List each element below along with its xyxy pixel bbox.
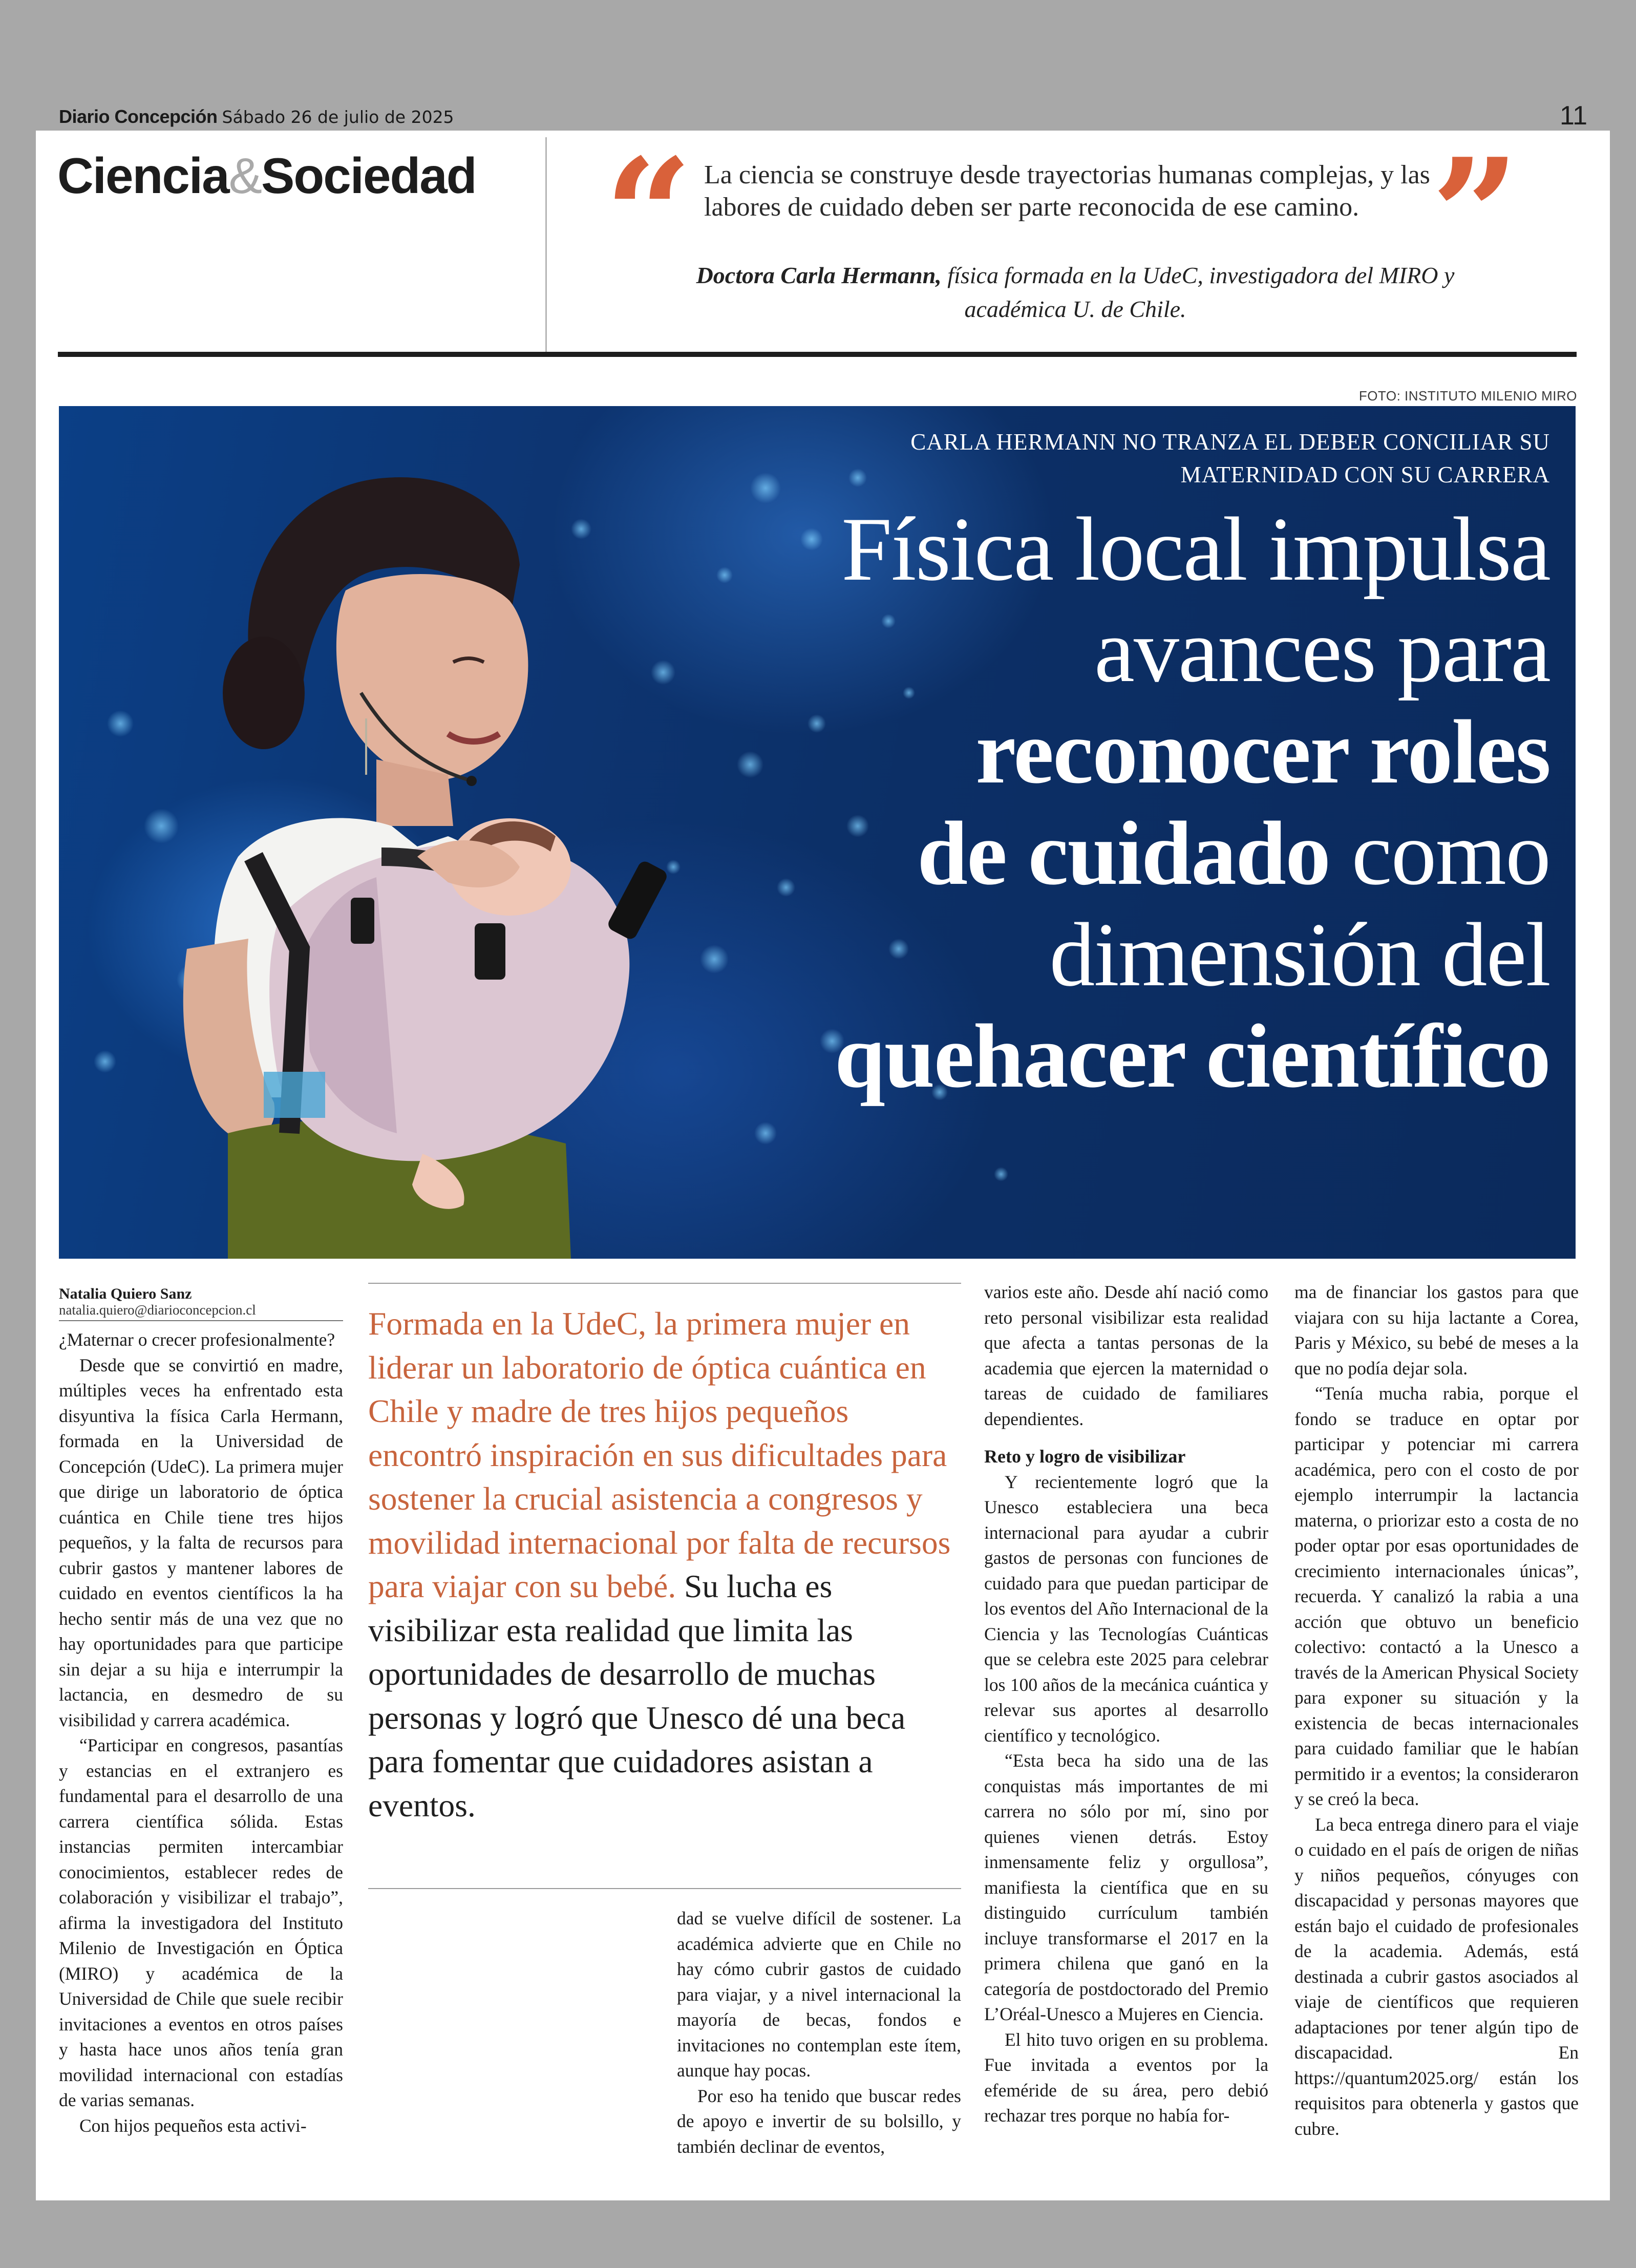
section-ampersand: & bbox=[228, 147, 261, 204]
section-title bbox=[57, 147, 476, 204]
open-quote-mark: “ bbox=[604, 124, 693, 305]
headline bbox=[628, 498, 1550, 1107]
hero-photo bbox=[59, 406, 1576, 1259]
lede-rule-bottom bbox=[368, 1888, 961, 1889]
article-paragraph: La beca entrega dinero para el viaje o cuidado en el país de origen de niñas y niños pequeños, cónyuges con discapacidad y personas mayores que están bajo el cuidado de profesionales de la academia. Además, está destinada a cubrir gastos asociados al viaje de científicos que requieren adaptaciones por tener algún tipo de discapacidad. En https://quantum2025.org/ están los requisitos para obtenerla y gastos que cubre. bbox=[1294, 1814, 1579, 2139]
headline-line-1: Física local impulsa bbox=[841, 498, 1550, 600]
article-column-5 bbox=[1294, 1280, 1579, 2142]
article-paragraph: Con hijos pequeños esta activi- bbox=[79, 2115, 307, 2136]
headline-line-5: dimensión del bbox=[1049, 904, 1550, 1005]
article-paragraph: ¿Maternar o crecer profesionalmente? bbox=[59, 1329, 335, 1350]
article-column-3 bbox=[677, 1906, 961, 2159]
lede-paragraph bbox=[368, 1302, 967, 1827]
lede-accent-text: Formada en la UdeC, la primera mujer en liderar un laboratorio de óptica cuántica en Chile y madre de tres hijos pequeños encontró inspiración en sus dificultades para sostener la crucial asistencia a congresos y movilidad internacional por falta de recursos para viajar con su bebé. bbox=[368, 1305, 951, 1604]
headline-line-2: avances para bbox=[1094, 600, 1550, 701]
headline-line-4 bbox=[628, 802, 1550, 904]
lede-text: Su lucha es visibilizar esta realidad que limita las oportunidades de desarrollo de muchas personas y logró que Unesco dé una beca para fomentar que cuidadores asistan a eventos. bbox=[368, 1568, 906, 1824]
article-paragraph: varios este año. Desde ahí nació como reto personal visibilizar esta realidad que afecta a tantas personas de la academia que ejercen la maternidad o tareas de cuidado de familiares dependientes. bbox=[984, 1282, 1268, 1429]
article-column-1 bbox=[59, 1327, 343, 2138]
article-paragraph: ma de financiar los gastos para que viajara con su hija lactante a Corea, Paris y México, su bebé de meses a la que no podía dejar sola. bbox=[1294, 1282, 1579, 1379]
article-paragraph: “Tenía mucha rabia, porque el fondo se traduce en optar por participar y potenciar mi carrera académica, pero con el costo de por ejemplo interrumpir la lactancia materna, o priorizar esto a costa de no poder optar por esas oportunidades de crecimiento internacionales únicas”, recuerda. Y canalizó la rabia a una acción que obtuvo un beneficio colectivo: contactó a la Unesco a través de la American Physical Society para exponer su situación y la existencia de becas internacionales para cuidado familiar que le habían permitido ir a eventos; la consideraron y se creó la beca. bbox=[1294, 1383, 1579, 1809]
headline-kicker bbox=[833, 426, 1550, 491]
article-paragraph: Por eso ha tenido que buscar redes de apoyo e invertir de su bolsillo, y también declinar de eventos, bbox=[677, 2085, 961, 2157]
byline-author: Natalia Quiero Sanz bbox=[59, 1285, 192, 1302]
article-paragraph: El hito tuvo origen en su problema. Fue invitada a eventos por la efeméride de su área, pero debió rechazar tres porque no había for- bbox=[984, 2029, 1268, 2126]
headline-line-4-bold: de cuidado bbox=[917, 802, 1330, 904]
issue-date: Sábado 26 de julio de 2025 bbox=[222, 107, 454, 127]
photo-credit: FOTO: INSTITUTO MILENIO MIRO bbox=[1358, 388, 1577, 404]
section-title-part2: Sociedad bbox=[261, 147, 476, 204]
article-paragraph: “Participar en congresos, pasantías y estancias en el extranjero es fundamental para el desarrollo de una carrera científica sólida. Estas instancias permiten intercambiar conocimientos, establecer redes de colaboración y visibilizar el trabajo”, afirma la investigadora del Instituto Milenio de Investigación en Óptica (MIRO) y académica de la Universidad de Chile que suele recibir invitaciones a eventos en otros países y hasta hace unos años tenía gran movilidad internacional con estadías de varias semanas. bbox=[59, 1735, 343, 2110]
page-number: 11 bbox=[1560, 101, 1587, 131]
masthead bbox=[59, 105, 454, 129]
headline-line-3: reconocer roles bbox=[975, 701, 1550, 802]
article-paragraph: dad se vuelve difícil de sostener. La académica advierte que en Chile no hay cómo cubrir gastos de cuidado para viajar, y a nivel internacional la mayoría de becas, fondos e invitaciones no contemplan este ítem, aunque hay pocas. bbox=[677, 1908, 961, 2081]
header-rule bbox=[58, 352, 1577, 357]
headline-line-6: quehacer científico bbox=[834, 1005, 1550, 1107]
article-paragraph: Y recientemente logró que la Unesco estableciera una beca internacional para ayudar a cubrir gastos de personas con funciones de cuidado para que puedan participar de los eventos del Año Internacional de la Ciencia y las Tecnologías Cuánticas que se celebra este 2025 para celebrar los 100 años de la mecánica cuántica y relevar sus aportes al desarrollo científico y tecnológico. bbox=[984, 1471, 1268, 1746]
kicker-line-2: MATERNIDAD CON SU CARRERA bbox=[1180, 462, 1550, 487]
newspaper-name: Diario Concepción bbox=[59, 106, 218, 127]
pull-quote-text: La ciencia se construye desde trayectorias humanas complejas, y las labores de cuidado deben ser parte reconocida de ese camino. bbox=[704, 160, 1430, 222]
header-divider bbox=[545, 137, 547, 352]
article-column-4 bbox=[984, 1280, 1268, 2129]
subheading: Reto y logro de visibilizar bbox=[984, 1446, 1186, 1467]
kicker-line-1: CARLA HERMANN NO TRANZA EL DEBER CONCILIAR SU bbox=[910, 429, 1550, 455]
attribution-name: Doctora Carla Hermann, bbox=[696, 262, 942, 288]
pull-quote-attribution bbox=[666, 259, 1485, 326]
close-quote-mark: ” bbox=[1431, 124, 1520, 305]
headline-line-4-rest: como bbox=[1330, 802, 1550, 904]
byline-rule bbox=[59, 1320, 343, 1321]
byline-email[interactable]: natalia.quiero@diarioconcepcion.cl bbox=[59, 1302, 256, 1318]
attribution-description: física formada en la UdeC, investigadora del MIRO y académica U. de Chile. bbox=[941, 262, 1455, 322]
article-paragraph: Desde que se convirtió en madre, múltiples veces ha enfrentado esta disyuntiva la física Carla Hermann, formada en la Universidad de Concepción (UdeC). La primera mujer que dirige un laboratorio de óptica cuántica en Chile tiene tres hijos pequeños, y la falta de recursos para cubrir gastos y mantener labores de cuidado en eventos científicos la ha hecho sentir más de una vez que no hay oportunidades para que participe sin dejar a su hija e interrumpir la lactancia, en desmedro de su visibilidad y carrera académica. bbox=[59, 1354, 343, 1730]
article-paragraph: “Esta beca ha sido una de las conquistas más importantes de mi carrera no sólo por mí, sino por quienes vienen detrás. Estoy inmensamente feliz y orgullosa”, manifiesta la científica que en su distinguido currículum también incluye transformarse el 2017 en la primera chilena que ganó en la categoría de postdoctorado del Premio L’Oréal-Unesco a Mujeres en Ciencia. bbox=[984, 1750, 1268, 2024]
lede-rule-top bbox=[368, 1283, 961, 1284]
section-title-part1: Ciencia bbox=[57, 147, 229, 204]
hair-bun bbox=[223, 637, 305, 749]
